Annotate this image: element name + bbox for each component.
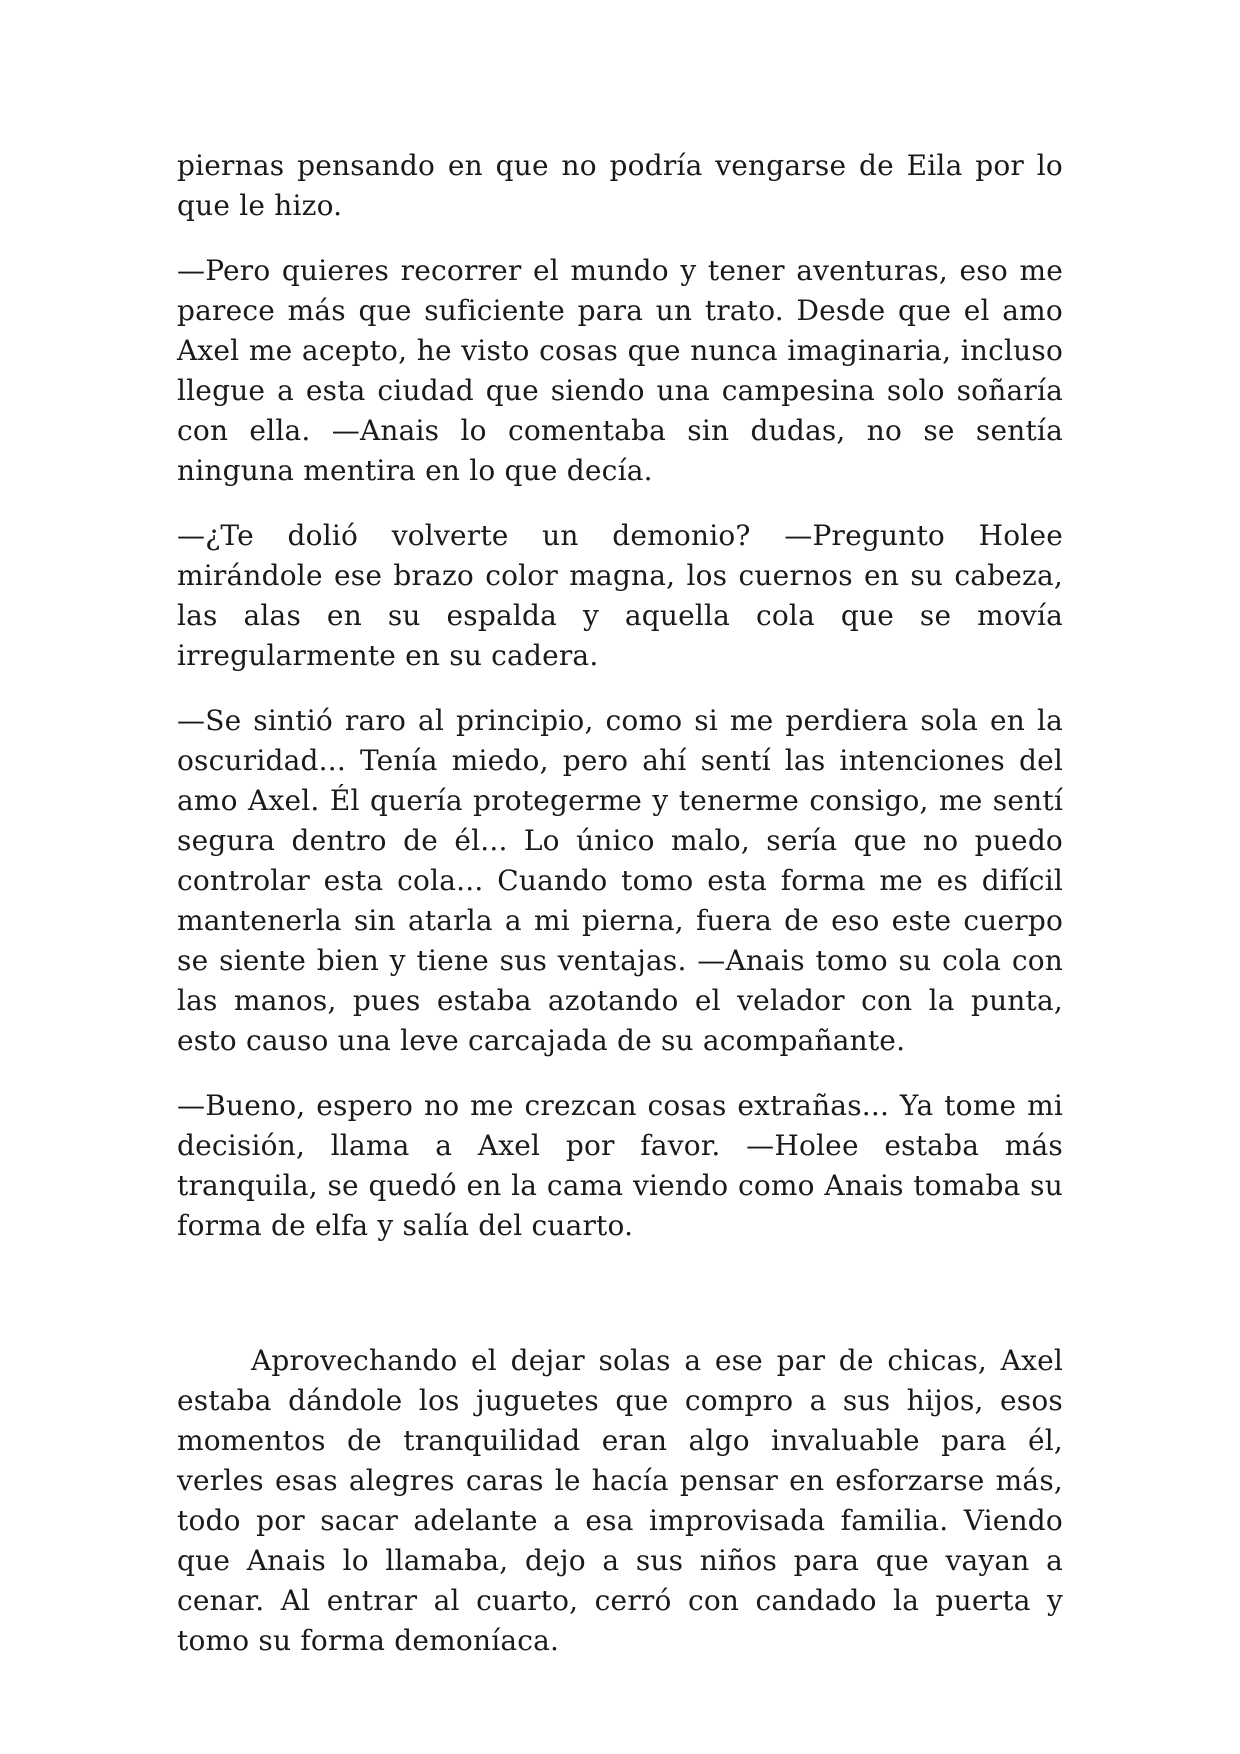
paragraph: piernas pensando en que no podría vengarse de Eila por lo que le hizo.: [177, 149, 1063, 222]
paragraph: —Se sintió raro al principio, como si me perdiera sola en la oscuridad... Tenía miedo, pero ahí sentí las intenciones del amo Axel. Él quería protegerme y tenerme consigo, me sentí segura dentro de él... Lo único malo, sería que no puedo controlar esta cola... Cuando tomo esta forma me es difícil mantenerla sin atarla a mi pierna, fuera de eso este cuerpo se siente bien y tiene sus ventajas. —Anais tomo su cola con las manos, pues estaba azotando el velador con la punta, esto causo una leve carcajada de su acompañante.: [177, 704, 1063, 1057]
body-text: [177, 146, 1063, 1661]
scene-break: [177, 1246, 1063, 1341]
paragraph: Aprovechando el dejar solas a ese par de chicas, Axel estaba dándole los juguetes que compro a sus hijos, esos momentos de tranquilidad eran algo invaluable para él, verles esas alegres caras le hacía pensar en esforzarse más, todo por sacar adelante a esa improvisada familia. Viendo que Anais lo llamaba, dejo a sus niños para que vayan a cenar. Al entrar al cuarto, cerró con candado la puerta y tomo su forma demoníaca.: [177, 1344, 1063, 1657]
paragraph: —Pero quieres recorrer el mundo y tener aventuras, eso me parece más que suficiente para un trato. Desde que el amo Axel me acepto, he visto cosas que nunca imaginaria, incluso llegue a esta ciudad que siendo una campesina solo soñaría con ella. —Anais lo comentaba sin dudas, no se sentía ninguna mentira en lo que decía.: [177, 254, 1063, 487]
paragraph: —Bueno, espero no me crezcan cosas extrañas... Ya tome mi decisión, llama a Axel por favor. —Holee estaba más tranquila, se quedó en la cama viendo como Anais tomaba su forma de elfa y salía del cuarto.: [177, 1089, 1063, 1242]
paragraph: —¿Te dolió volverte un demonio? —Pregunto Holee mirándole ese brazo color magna, los cuernos en su cabeza, las alas en su espalda y aquella cola que se movía irregularmente en su cadera.: [177, 519, 1063, 672]
